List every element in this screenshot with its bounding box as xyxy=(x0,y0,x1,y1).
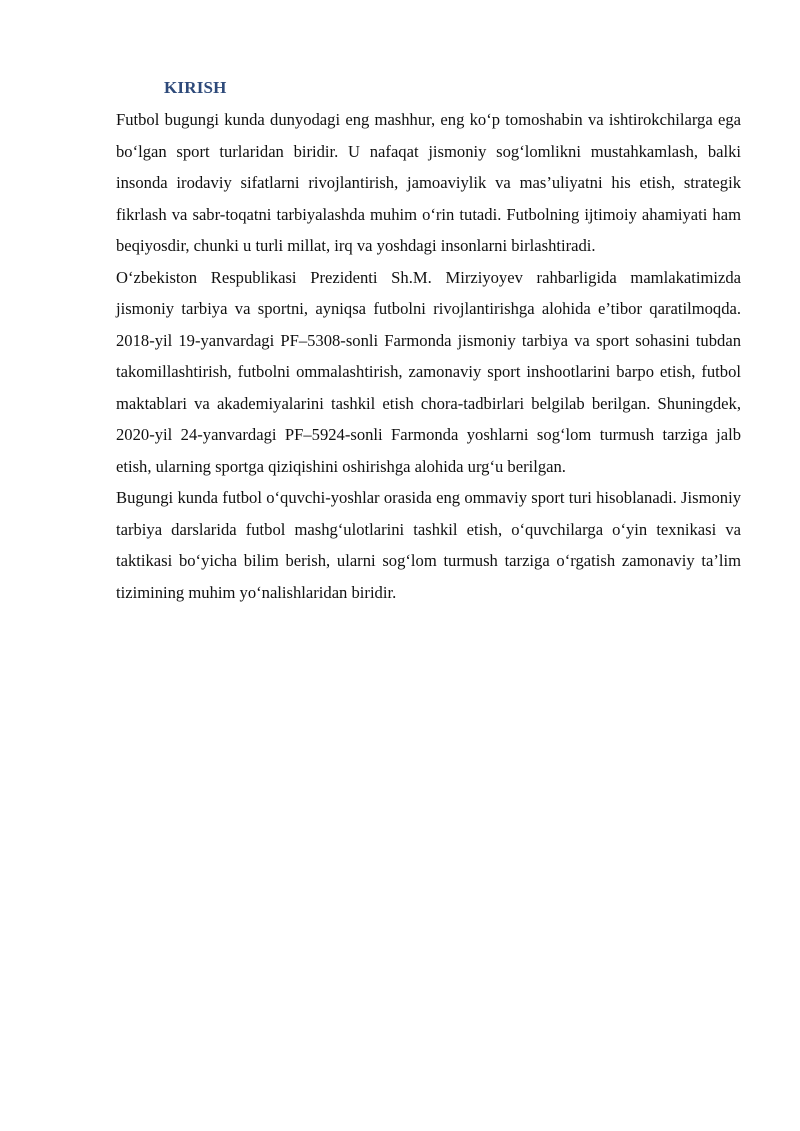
paragraph-decrees: Oʻzbekiston Respublikasi Prezidenti Sh.M. Mirziyoyev rahbarligida mamlakatimizda jismoniy tarbiya va sportni, ayniqsa futbolni rivojlantirishga alohida e’tibor qaratilmoqda. 2018-yil 19-yanvardagi PF–5308-sonli Farmonda jismoniy tarbiya va sport sohasini tubdan takomillashtirish, futbolni ommalashtirish, zamonaviy sport inshootlarini barpo etish, futbol maktablari va akademiyalarini tashkil etish chora-tadbirlari belgilab berilgan. Shuningdek, 2020-yil 24-yanvardagi PF–5924-sonli Farmonda yoshlarni sogʻlom turmush tarziga jalb etish, ularning sportga qiziqishini oshirishga alohida urgʻu berilgan. xyxy=(116,267,741,476)
paragraph-education: Bugungi kunda futbol oʻquvchi-yoshlar orasida eng ommaviy sport turi hisoblanadi. Jismoniy tarbiya darslarida futbol mashgʻulotlarini tashkil etish, oʻquvchilarga oʻyin texnikasi va taktikasi boʻyicha bilim berish, ularni sogʻlom turmush tarziga oʻrgatish zamonaviy ta’lim tizimining muhim yoʻnalishlaridan biridir. xyxy=(116,488,741,602)
section-heading: KIRISH xyxy=(164,78,227,97)
paragraph-intro: Futbol bugungi kunda dunyodagi eng mashhur, eng koʻp tomoshabin va ishtirokchilarga ega boʻlgan sport turlaridan biridir. U nafaqat jismoniy sogʻlomlikni mustahkamlash, balki insonda irodaviy sifatlarni rivojlantirish, jamoaviylik va mas’uliyatni his etish, strategik fikrlash va sabr-toqatni tarbiyalashda muhim oʻrin tutadi. Futbolning ijtimoiy ahamiyati ham beqiyosdir, chunki u turli millat, irq va yoshdagi insonlarni birlashtiradi. xyxy=(116,110,741,255)
document-body xyxy=(116,74,741,608)
